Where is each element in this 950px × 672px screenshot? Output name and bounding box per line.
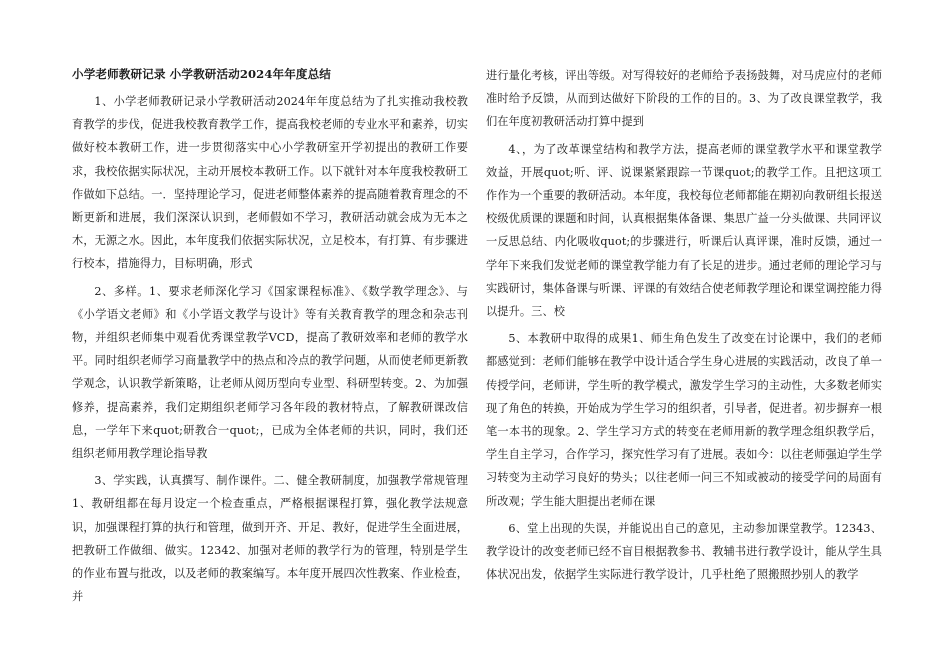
document-title: 小学老师教研记录 小学教研活动2024年年度总结 bbox=[72, 67, 331, 81]
paragraph-5: 5、本教研中取得的成果1、师生角色发生了改变在讨论课中，我们的老师都感觉到：老师们能够在教学中设计适合学生身心进展的实践活动，改良了单一传授学问，老师讲，学生听的教学模式，激发学生学习的主动性，大多数老师实现了角色的转换，开始成为学生学习的组织者，引导者，促进者。初步摒弃一根笔一本书的现象。2、学生学习方式的转变在老师用新的教学理念组织教学后，学生自主学习，合作学习，探究性学习有了进展。表如今：以往老师强迫学生学习转变为主动学习良好的势头；以往老师一问三不知或被动的接受学问的局面有所改观；学生能大胆提出老师在课 bbox=[486, 332, 882, 508]
paragraph-3: 3、学实践，认真撰写、制作课件。二、健全教研制度，加强教学常规管理1、教研组都在每月设定一个检查重点，严格根据课程打算，强化教学法规意识，加强课程打算的执行和管理，做到开齐、开足、教好，促进学生全面进展，把教研工作做细、做实。12342、加强对老师的教学行为的管理，特别是学生的作业布置与批改，以及老师的教案编写。本年度开展四次性教案、作业检查，并 bbox=[72, 474, 468, 604]
paragraph-6: 6、堂上出现的失误，并能说出自己的意见，主动参加课堂教学。12343、教学设计的改变老师已经不盲目根据教参书、教辅书进行教学设计，能从学生具体状况出发，依据学生实际进行教学设计，几乎杜绝了照搬照抄别人的教学 bbox=[486, 521, 882, 582]
paragraph-3-continued: 进行量化考核，评出等级。对写得较好的老师给予表扬鼓舞，对马虎应付的老师准时给予反馈，从而到达做好下阶段的工作的目的。3、为了改良课堂教学，我们在年度初教研活动打算中提到 bbox=[486, 69, 882, 129]
paragraph-2: 2、多样。1、要求老师深化学习《国家课程标准》、《数学教学理念》、与《小学语文老师》和《小学语文教学与设计》等有关教育教学的理念和杂志刊物，并组织老师集中观看优秀课堂教学VCD，提高了教研效率和老师的教学水平。同时组织老师学习商量教学中的热点和冷点的教学问题，从而使老师更新教学观念，认识教学新策略，让老师从阅历型向专业型、科研型转变。2、为加强修养，提高素养，我们定期组织老师学习各年段的教材特点，了解教研课改信息，一学年下来quot;研教合一quot;，已成为全体老师的共识，同时，我们还组织老师用教学理论指导教 bbox=[72, 284, 468, 461]
right-column bbox=[486, 64, 882, 590]
paragraph-1: 1、小学老师教研记录小学教研活动2024年年度总结为了扎实推动我校教育教学的步伐，促进我校教育教学工作，提高我校老师的专业水平和素养，切实做好校本教研工作，进一步贯彻落实中心小学教研室开学初提出的教研工作要求，我校依据实际状况，主动开展校本教研工作。以下就针对本年度我校教研工作做如下总结。一．坚持理论学习，促进老师整体素养的提高随着教育理念的不断更新和进展，我们深深认识到，老师假如不学习，教研活动就会成为无本之木，无源之水。因此，本年度我们依据实际状况，立足校本，有打算、有步骤进行校本，措施得力，目标明确，形式 bbox=[72, 95, 468, 271]
paragraph-4: 4、，为了改革课堂结构和教学方法，提高老师的课堂教学水平和课堂教学效益，开展quot;听、评、说课紧紧跟踪一节课quot;的教学工作。且把这项工作作为一个重要的教研活动。本年度，我校每位老师都能在期初向教研组长报送校级优质课的课题和时间，认真根据集体备课、集思广益一分头做课、共同评议一反思总结、内化吸收quot;的步骤进行，听课后认真评课，准时反馈，通过一学年下来我们发觉老师的课堂教学能力有了长足的进步。通过老师的理论学习与实践研讨，集体备课与听课、评课的有效结合使老师教学理论和课堂调控能力得以提升。三、校 bbox=[486, 142, 882, 319]
left-column bbox=[72, 62, 468, 612]
